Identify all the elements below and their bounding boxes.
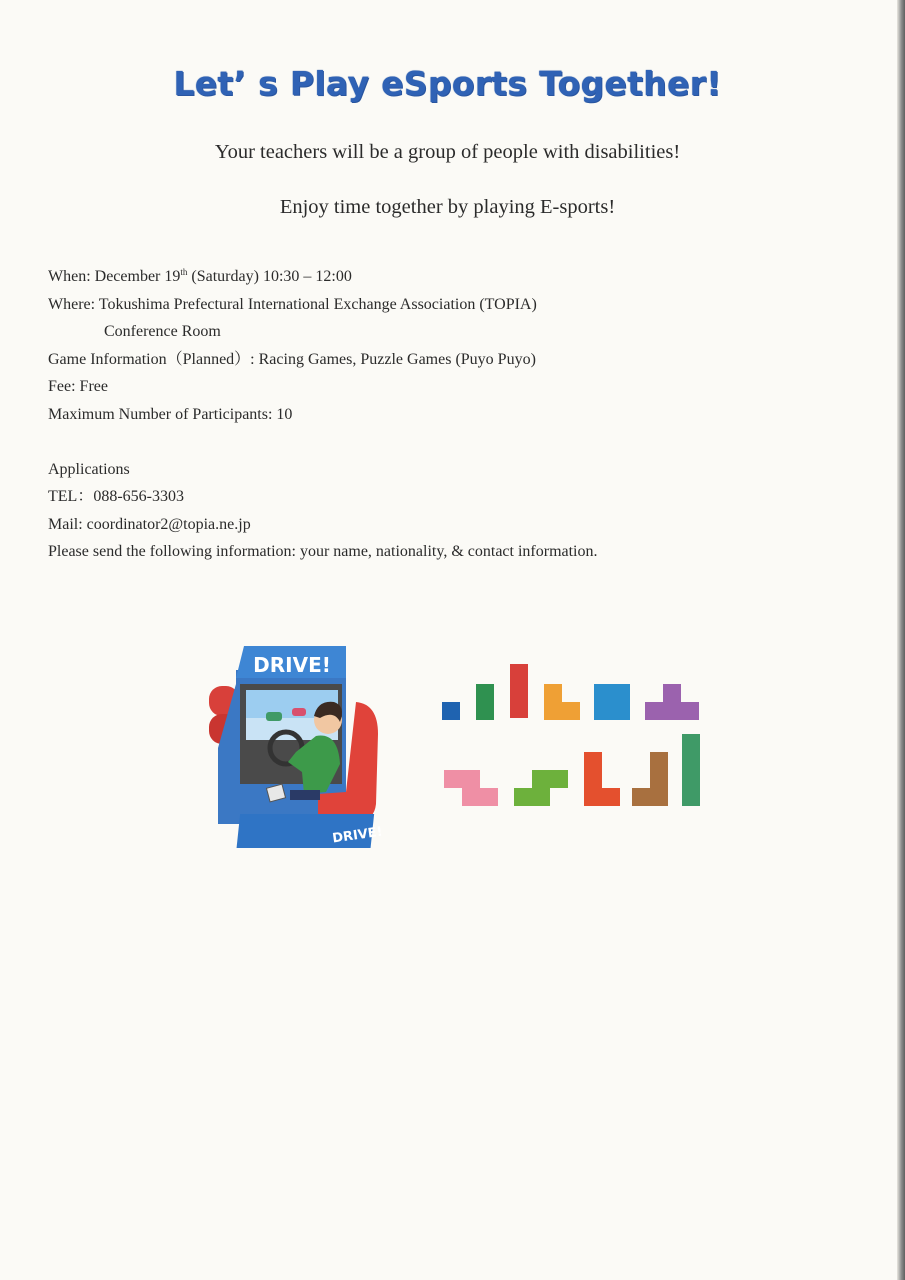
fee: Fee: Free — [48, 378, 108, 395]
when-ordinal: th — [180, 267, 188, 277]
when-suffix: (Saturday) 10:30 – 12:00 — [187, 268, 352, 285]
racing-arcade-illustration — [206, 644, 394, 854]
page-edge — [897, 0, 905, 1280]
subtitle-teachers: Your teachers will be a group of people with disabilities! — [214, 141, 681, 163]
game-info: Game Information（Planned）: Racing Games, Puzzle Games (Puyo Puyo) — [48, 350, 536, 368]
screen-car-green — [266, 712, 282, 721]
max-participants: Maximum Number of Participants: 10 — [48, 405, 293, 423]
when-line — [48, 263, 848, 291]
arcade-base-text: DRIVE! — [331, 824, 384, 847]
puzzle-blocks-illustration — [440, 660, 705, 815]
block-single — [442, 702, 460, 720]
where-room: Conference Room — [104, 323, 221, 340]
block-l-orange — [544, 684, 580, 720]
block-z-pink — [444, 770, 498, 806]
block-j-brown — [632, 752, 668, 806]
player-legs — [290, 790, 320, 800]
block-i-short — [476, 684, 494, 720]
block-o-blue — [594, 684, 630, 720]
block-i-teal — [682, 734, 700, 806]
screen-car-red — [292, 708, 306, 716]
block-t-purple — [645, 684, 699, 720]
page-title: Let’ s Play eSports Together! — [173, 64, 722, 103]
block-l-red — [584, 752, 620, 806]
phone-number[interactable]: TEL：088-656-3303 — [48, 488, 184, 505]
where-line: Where: Tokushima Prefectural International Exchange Association (TOPIA) — [48, 295, 537, 313]
block-i-red — [510, 664, 528, 718]
block-s-green — [514, 770, 568, 806]
arcade-sign-text: DRIVE! — [253, 653, 331, 677]
applications-heading: Applications — [48, 460, 130, 478]
email-address[interactable]: Mail: coordinator2@topia.ne.jp — [48, 515, 251, 533]
subtitle-enjoy: Enjoy time together by playing E-sports! — [279, 196, 616, 218]
event-details — [48, 263, 848, 566]
application-note: Please send the following information: your name, nationality, & contact information. — [48, 543, 598, 560]
when-prefix: When: December 19 — [48, 268, 181, 285]
